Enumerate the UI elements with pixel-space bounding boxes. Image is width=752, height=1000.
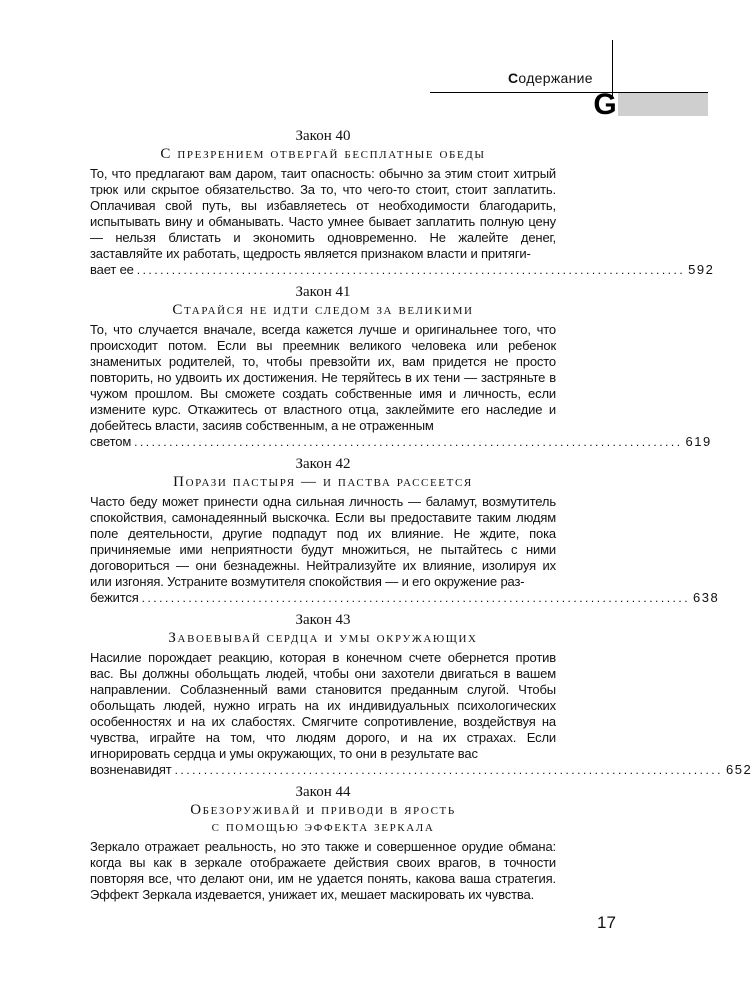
page-reference[interactable]: 619: [685, 434, 712, 449]
toc-entry-law-43: [90, 612, 752, 778]
law-title-line-1: Обезоруживай и приводи в ярость: [190, 802, 456, 818]
law-summary: Часто беду может принести одна сильная личность — баламут, возмутитель спокойствия, самонадеянный выскочка. Если вы предоставите таким людям поле деятельности, другие подпадут под их влияние. Не ждите, пока причиняемые ими неприятности будут множиться, не пытайтесь с ними договориться — они безнадежны. Нейтрализуйте их влияние, изолируя их или изгоняя. Устраните возмутителя спокойствия — и его окружение раз-: [90, 494, 556, 589]
summary-tail: светом: [90, 434, 132, 449]
summary-tail: бежится: [90, 590, 139, 605]
page-leader[interactable]: [90, 262, 715, 278]
summary-tail: возненавидят: [90, 762, 172, 777]
law-title: Старайся не идти следом за великими: [172, 302, 474, 318]
running-head: [508, 70, 593, 86]
running-head-initial: С: [508, 70, 519, 86]
law-summary: То, что случается вначале, всегда кажется лучше и оригинальнее того, что происходит потом. Если вы преемник великого человека или ребенок знаменитых родителей, то, чтобы превзойти их, вам придется не просто повторить, но удвоить их достижения. Не теряйтесь в их тени — застряньте в чужом прошлом. Вы сможете создать собственные имя и личность, если измените курс. Откажитесь от властного отца, заклеймите его наследие и добейтесь власти, засияв собственным, а не отраженным: [90, 322, 556, 433]
page-leader[interactable]: [90, 590, 720, 606]
summary-tail: вает ее: [90, 262, 134, 277]
toc-entry-law-42: [90, 456, 720, 606]
page-reference[interactable]: 652: [725, 762, 752, 777]
law-summary: Зеркало отражает реальность, но это также и совершенное орудие обмана: когда вы как в зеркале отображаете действия своих врагов, в точности повторяя все, что делают они, им не удается понять, какова ваша стратегия. Эффект Зеркала издевается, унижает их, мешает маскировать их чувства.: [90, 839, 556, 902]
leader-dots: ..............................................................................................: [141, 591, 691, 605]
leader-dots: ..............................................................................................: [136, 263, 686, 277]
law-summary: То, что предлагают вам даром, таит опасность: обычно за этим стоит хитрый трюк или скрытое обязательство. За то, что чего-то стоит, стоит заплатить. Оплачивая свой путь, вы избавляетесь от необходимости благодарить, испытывать вину и обманывать. Часто умнее бывает заплатить полную цену — нельзя блистать и экономить одновременно. Не жалейте денег, заставляйте их работать, щедрость является признаком власти и притяги-: [90, 166, 556, 261]
page-reference[interactable]: 638: [693, 590, 720, 605]
toc-entry-law-40: [90, 128, 715, 278]
law-title: С презрением отвергай бесплатные обеды: [160, 146, 486, 162]
section-tab-letter: G: [593, 88, 617, 121]
law-number: Закон 42: [295, 456, 351, 472]
toc-content: [90, 128, 752, 903]
leader-dots: ..............................................................................................: [174, 763, 723, 777]
page-reference[interactable]: 592: [688, 262, 715, 277]
section-tab-bar: [618, 93, 708, 116]
law-title: Порази пастыря — и паства рассеется: [173, 474, 473, 490]
law-number: Закон 44: [295, 784, 351, 800]
law-title: Завоевывай сердца и умы окружающих: [168, 630, 478, 646]
toc-entry-law-41: [90, 284, 712, 450]
law-title-line-2: с помощью эффекта зеркала: [211, 819, 435, 835]
law-number: Закон 41: [295, 284, 351, 300]
page-leader[interactable]: [90, 762, 752, 778]
law-number: Закон 40: [295, 128, 351, 144]
page-number: 17: [597, 913, 616, 932]
toc-entry-law-44: [90, 784, 556, 903]
law-summary: Насилие порождает реакцию, которая в конечном счете обернется против вас. Вы должны обольщать людей, чтобы они захотели двигаться в вашем направлении. Соблазненный вами становится преданным слугой. Чтобы обольщать людей, нужно играть на их индивидуальных психологических особенностях и на их слабостях. Смягчите сопротивление, воздействуя на чувства, играйте на том, что людям дорого, и на их страхах. Если игнорировать сердца и умы окружающих, то они в результате вас: [90, 650, 556, 761]
running-head-text: одержание: [518, 70, 593, 86]
law-number: Закон 43: [295, 612, 351, 628]
page-leader[interactable]: [90, 434, 712, 450]
leader-dots: ..............................................................................................: [134, 435, 683, 449]
